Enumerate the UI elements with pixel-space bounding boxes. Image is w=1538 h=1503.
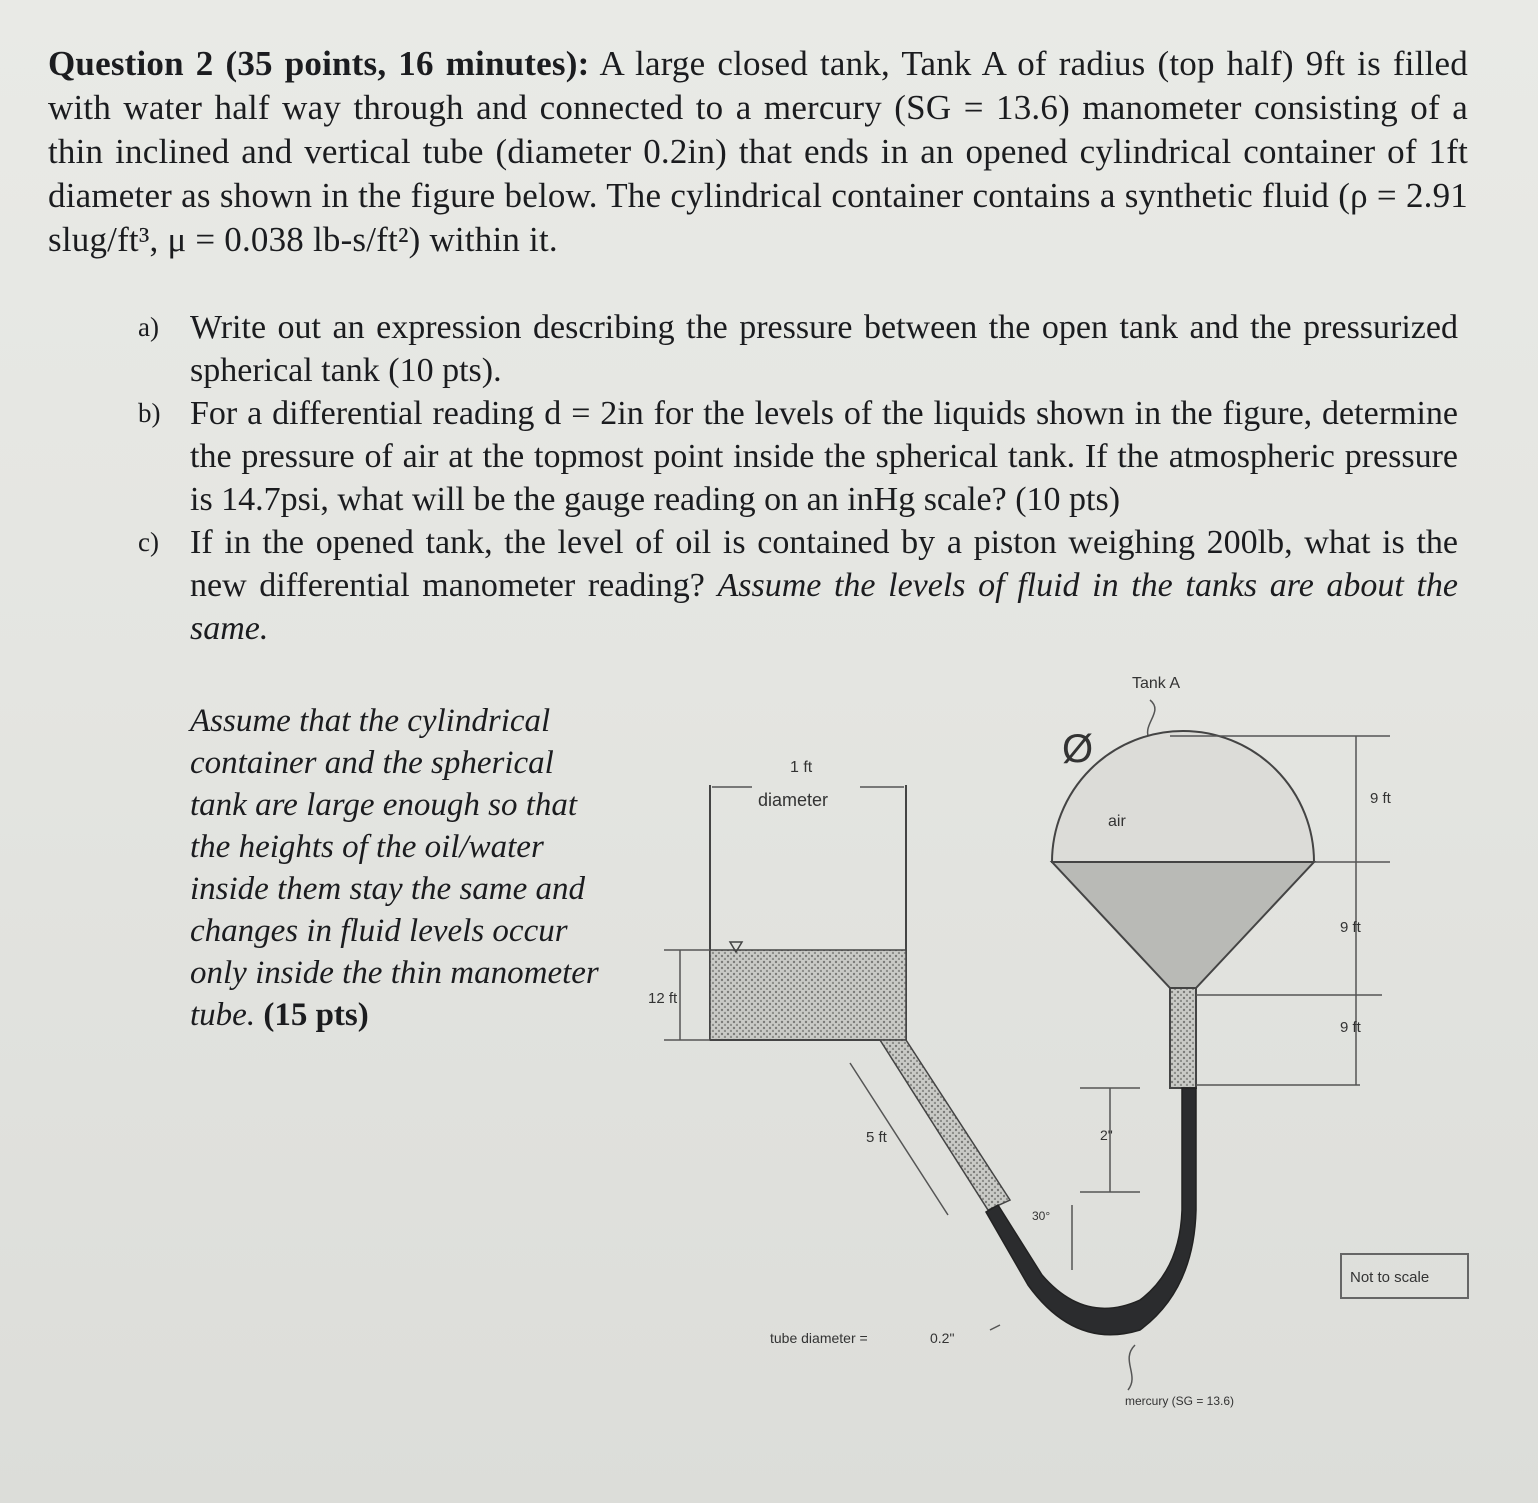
tank-a-label: Tank A bbox=[1132, 675, 1181, 692]
inclined-tube-fluid bbox=[880, 1040, 1010, 1210]
part-c-text: If in the opened tank, the level of oil is contained by a piston weighing 200lb, what is the new differential manometer reading? bbox=[190, 524, 1458, 604]
part-c-italic: Assume the levels of fluid in the tanks are about the same. bbox=[190, 567, 1459, 647]
question-heading: Question 2 (35 points, 16 minutes): bbox=[48, 44, 590, 83]
length-5ft: 5 ft bbox=[866, 1129, 887, 1146]
mercury-u-tube bbox=[986, 1088, 1196, 1335]
differential-d-label: 2" bbox=[1100, 1127, 1113, 1143]
tube-diameter-label: tube diameter = bbox=[770, 1330, 868, 1346]
water-column bbox=[1170, 988, 1196, 1088]
question-body: A large closed tank, Tank A of radius (top half) 9ft is filled with water half way through and connected to a mercury (SG = 13.6) manometer consisting of a thin inclined and vertical tube (diameter 0.2in) that ends in an opened cylindrical container of 1ft diameter as shown in the figure below. The cylindrical container contains a synthetic fluid (ρ = 2.91 slug/ft³, μ = 0.038 lb-s/ft²) within it. bbox=[48, 44, 1468, 259]
part-b-label: b) bbox=[138, 398, 161, 428]
height-12ft: 12 ft bbox=[648, 990, 678, 1007]
part-a-text: Write out an expression describing the pressure between the open tank and the pressurized spherical tank (10 pts). bbox=[190, 309, 1458, 389]
mercury-label: mercury (SG = 13.6) bbox=[1125, 1394, 1235, 1408]
diameter-label-bottom: diameter bbox=[758, 790, 829, 810]
dim-9ft-bottom: 9 ft bbox=[1340, 1019, 1361, 1036]
part-a-label: a) bbox=[138, 312, 159, 342]
not-to-scale-label: Not to scale bbox=[1350, 1269, 1430, 1286]
synthetic-fluid bbox=[710, 950, 906, 1040]
dim-9ft-top: 9 ft bbox=[1370, 790, 1391, 807]
assumption-points: (15 pts) bbox=[263, 997, 369, 1033]
tube-diameter-value: 0.2" bbox=[930, 1330, 955, 1346]
water-cone bbox=[1052, 862, 1314, 988]
diameter-label-top: 1 ft bbox=[790, 759, 813, 776]
dim-9ft-middle: 9 ft bbox=[1340, 919, 1361, 936]
diameter-symbol: Ø bbox=[1062, 727, 1094, 771]
assumption-text: Assume that the cylindrical container and the spherical tank are large enough so that the heights of the oil/water inside them stay the same and changes in fluid levels occur only inside the thin manometer tube. bbox=[190, 703, 599, 1033]
air-label: air bbox=[1108, 813, 1126, 830]
part-c-label: c) bbox=[138, 527, 159, 557]
part-b-text: For a differential reading d = 2in for the levels of the liquids shown in the figure, determine the pressure of air at the topmost point inside the spherical tank. If the atmospheric pressure is 14.7psi, what will be the gauge reading on an inHg scale? (10 pts) bbox=[190, 395, 1458, 518]
angle-label: 30° bbox=[1032, 1209, 1051, 1223]
